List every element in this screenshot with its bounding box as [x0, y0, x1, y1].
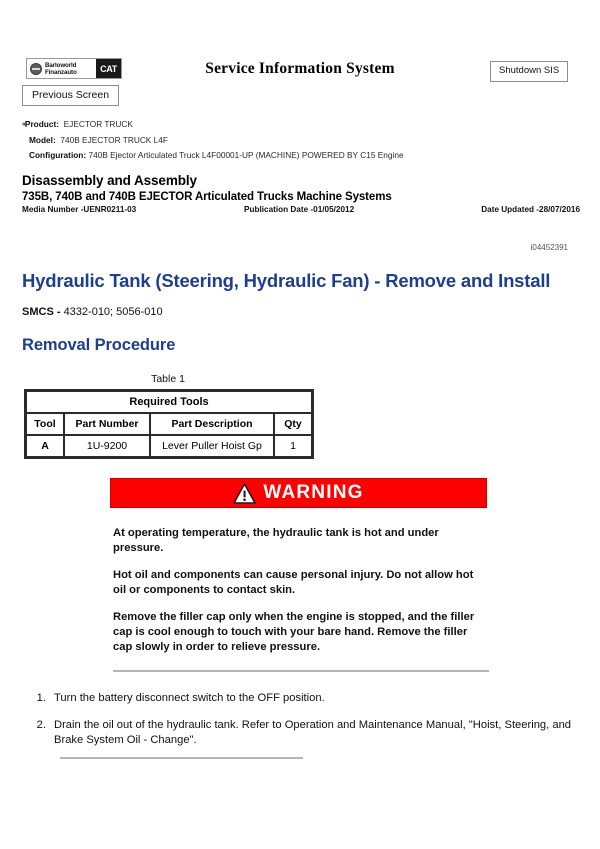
- configuration-value: 740B Ejector Articulated Truck L4F00001-UP (MACHINE) POWERED BY C15 Engine: [88, 150, 404, 160]
- meta-row-model: [22, 133, 582, 148]
- meta-row-product: [22, 117, 582, 133]
- cell-tool: A: [26, 435, 64, 457]
- publication-date: Publication Date -01/05/2012: [244, 205, 355, 214]
- required-tools-table: [24, 389, 314, 459]
- step-text: Drain the oil out of the hydraulic tank. Refer to Operation and Maintenance Manual, "Hoist, Steering, and Brake System Oil - Change".: [54, 718, 572, 746]
- document-subsection: 735B, 740B and 740B EJECTOR Articulated Trucks Machine Systems: [22, 191, 392, 203]
- column-header-tool: Tool: [26, 413, 64, 435]
- product-value: EJECTOR TRUCK: [63, 119, 133, 129]
- smcs-value: 4332-010; 5056-010: [63, 306, 163, 318]
- cell-qty: 1: [274, 435, 312, 457]
- date-updated: Date Updated -28/07/2016: [481, 205, 580, 214]
- smcs-label: SMCS -: [22, 306, 61, 318]
- model-value: 740B EJECTOR TRUCK L4F: [60, 135, 168, 145]
- cell-part-description: Lever Puller Hoist Gp: [150, 435, 274, 457]
- procedure-steps: [34, 691, 574, 760]
- table-row: [26, 435, 312, 457]
- list-item: [34, 718, 574, 749]
- step-number: 1.: [36, 692, 46, 704]
- warning-paragraph-2: Hot oil and components can cause personal injury. Do not allow hot oil or components to contact skin.: [113, 569, 474, 596]
- logo-brand-line2: Finanzauto: [45, 68, 77, 76]
- warning-text: [113, 526, 489, 654]
- document-section: Disassembly and Assembly: [22, 173, 197, 188]
- column-header-part-number: Part Number: [64, 413, 150, 435]
- cell-part-number: 1U-9200: [64, 435, 150, 457]
- warning-banner: [110, 478, 487, 508]
- table-span-header-row: [26, 391, 312, 413]
- document-heading: [22, 172, 582, 205]
- document-publication-row: [22, 205, 580, 214]
- meta-row-configuration: [22, 148, 582, 163]
- table-header-row: [26, 413, 312, 435]
- previous-screen-button[interactable]: Previous Screen: [22, 85, 119, 106]
- page-title: Service Information System: [205, 60, 395, 77]
- article-title: Hydraulic Tank (Steering, Hydraulic Fan) - Remove and Install: [22, 270, 551, 291]
- warning-paragraph-3: Remove the filler cap only when the engine is stopped, and the filler cap is cool enough to touch with your bare hand. Remove the filler cap slowly in order to relieve pressure.: [113, 611, 475, 653]
- divider-after-warning: [113, 670, 489, 672]
- step-number: 2.: [36, 718, 46, 731]
- column-header-part-description: Part Description: [150, 413, 274, 435]
- warning-paragraph-1: At operating temperature, the hydraulic tank is hot and under pressure.: [113, 527, 439, 554]
- media-number: Media Number -UENR0211-03: [22, 205, 137, 214]
- warning-triangle-icon: [233, 483, 256, 504]
- machine-metadata: [22, 117, 582, 163]
- divider-bottom: [60, 757, 303, 759]
- removal-procedure-heading: Removal Procedure: [22, 336, 176, 354]
- smcs-line: [22, 306, 163, 318]
- model-label: Model:: [29, 135, 56, 145]
- column-header-qty: Qty: [274, 413, 312, 435]
- logo-brand-line1: Barloworld: [45, 61, 77, 69]
- list-item: [34, 691, 574, 707]
- table-caption: Table 1: [151, 373, 185, 385]
- document-id: i04452391: [530, 243, 568, 252]
- step-text: Turn the battery disconnect switch to the OFF position.: [54, 692, 325, 704]
- warning-label: WARNING: [263, 482, 364, 503]
- cat-logo-mark: CAT: [96, 59, 121, 78]
- product-label: Product:: [24, 119, 60, 129]
- shutdown-sis-button[interactable]: Shutdown SIS: [490, 61, 568, 82]
- configuration-label: Configuration:: [29, 150, 87, 160]
- table-span-header: Required Tools: [26, 391, 312, 413]
- collapse-arrow-icon[interactable]: «: [22, 121, 26, 128]
